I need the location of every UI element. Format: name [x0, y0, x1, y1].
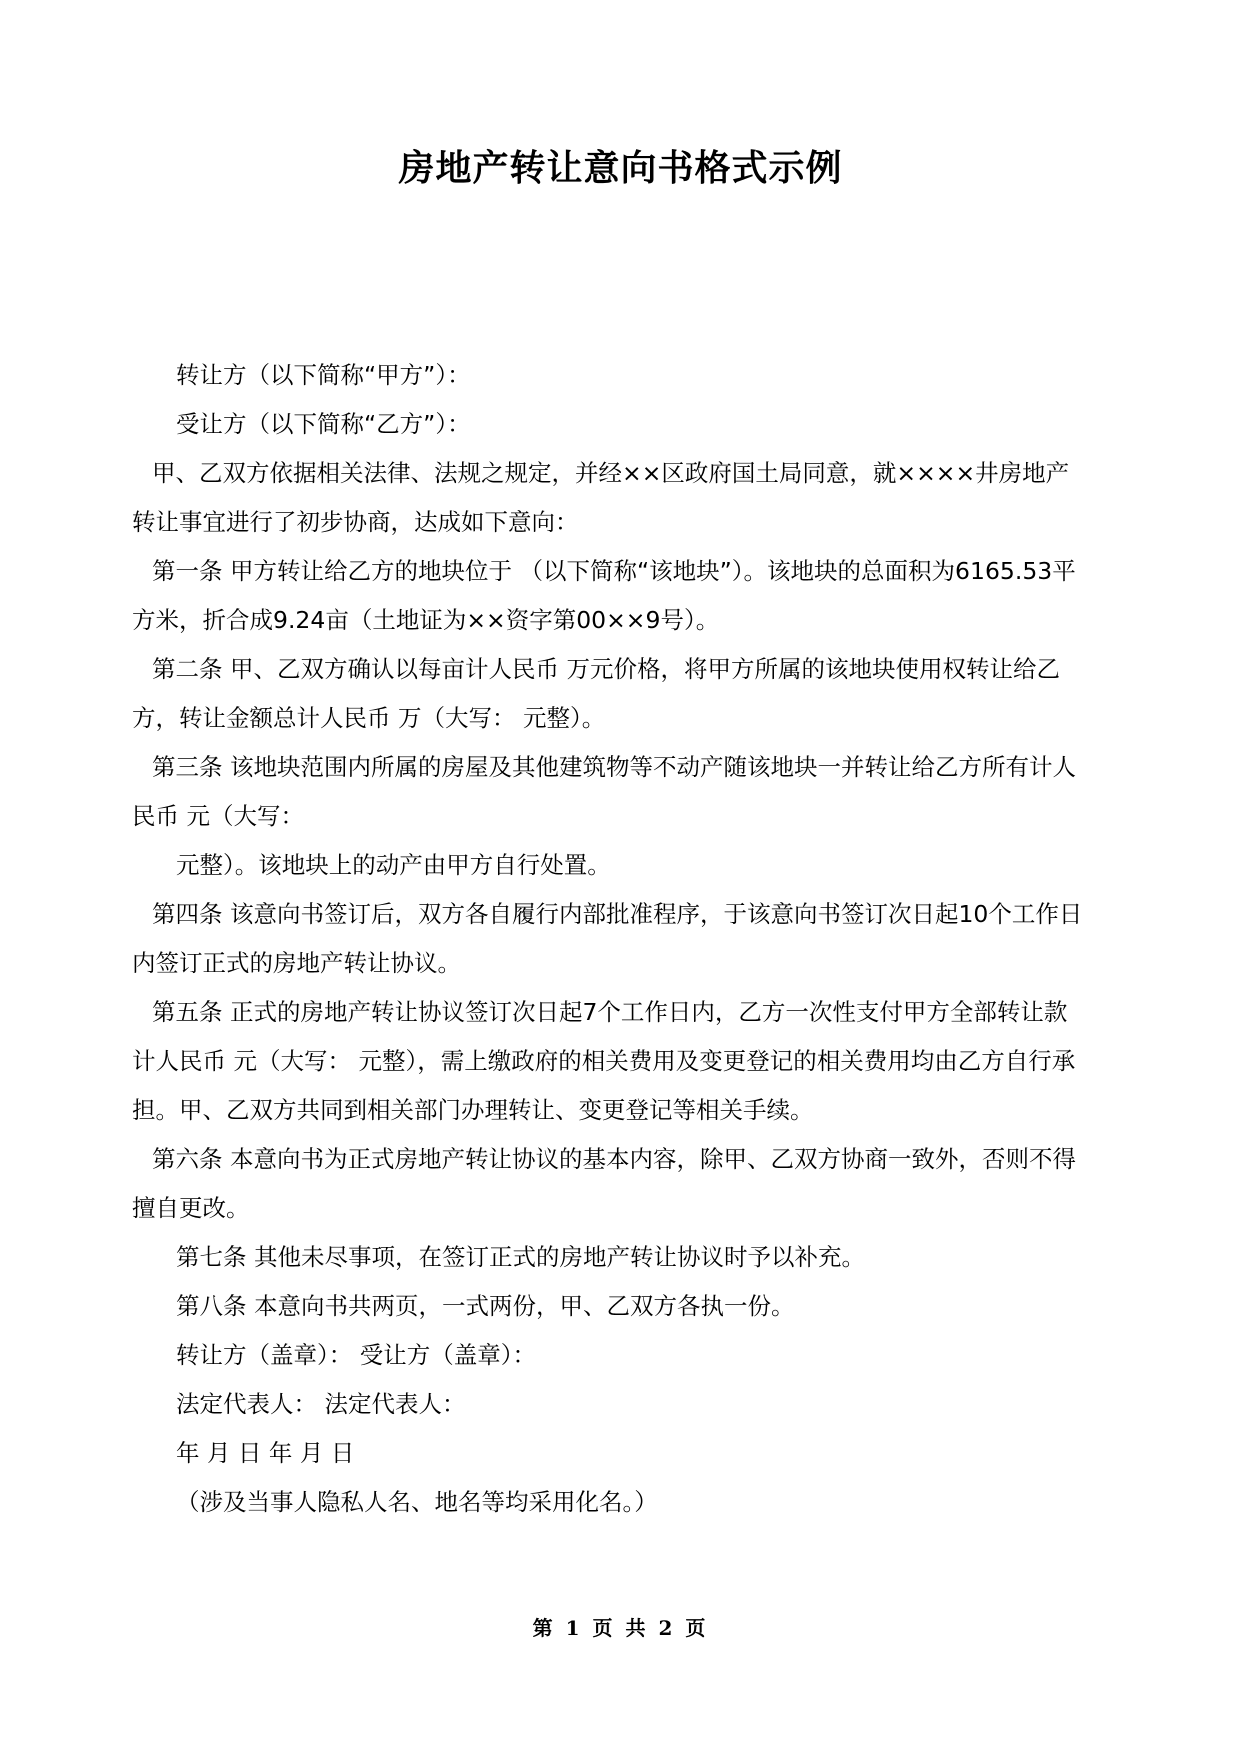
paragraph-article-4: 第四条 该意向书签订后，双方各自履行内部批准程序，于该意向书签订次日起10个工作日内签订正式的房地产转让协议。 [132, 900, 1083, 977]
privacy-note: （涉及当事人隐私人名、地名等均采用化名。） [176, 1488, 658, 1516]
paragraph-article-5: 第五条 正式的房地产转让协议签订次日起7个工作日内，乙方一次性支付甲方全部转让款计人民币 元（大写： 元整），需上缴政府的相关费用及变更登记的相关费用均由乙方自行承担。甲、乙双方共同到相关部门办理转让、变更登记等相关手续。 [132, 998, 1076, 1124]
page-title: 房地产转让意向书格式示例 [398, 148, 843, 189]
paragraph-article-7: 第七条 其他未尽事项，在签订正式的房地产转让协议时予以补充。 [176, 1243, 865, 1271]
paragraph-transferee: 受让方（以下简称“乙方”）： [176, 410, 471, 438]
legal-representative-line: 法定代表人： 法定代表人： [176, 1390, 466, 1418]
date-line: 年 月 日 年 月 日 [176, 1439, 355, 1467]
paragraph-article-8: 第八条 本意向书共两页，一式两份，甲、乙双方各执一份。 [176, 1292, 795, 1320]
paragraph-article-6: 第六条 本意向书为正式房地产转让协议的基本内容，除甲、乙双方协商一致外，否则不得擅自更改。 [132, 1145, 1076, 1222]
paragraph-article-3-cont: 元整）。该地块上的动产由甲方自行处置。 [176, 851, 611, 879]
document-body [132, 351, 1089, 1527]
paragraph-transferor: 转让方（以下简称“甲方”）： [176, 361, 471, 389]
signature-seal-line: 转让方（盖章）： 受让方（盖章）： [176, 1341, 536, 1369]
paragraph-article-3: 第三条 该地块范围内所属的房屋及其他建筑物等不动产随该地块一并转让给乙方所有计人民币 元（大写： [132, 753, 1076, 830]
paragraph-article-1: 第一条 甲方转让给乙方的地块位于 （以下简称“该地块”）。该地块的总面积为6165.53平方米，折合成9.24亩（土地证为××资字第00××9号）。 [132, 557, 1076, 634]
paragraph-article-2: 第二条 甲、乙双方确认以每亩计人民币 万元价格，将甲方所属的该地块使用权转让给乙方，转让金额总计人民币 万（大写： 元整）。 [132, 655, 1060, 732]
paragraph-preamble: 甲、乙双方依据相关法律、法规之规定，并经××区政府国土局同意，就××××井房地产转让事宜进行了初步协商，达成如下意向： [132, 459, 1070, 536]
page-number-footer: 第 1 页 共 2 页 [532, 1616, 709, 1640]
